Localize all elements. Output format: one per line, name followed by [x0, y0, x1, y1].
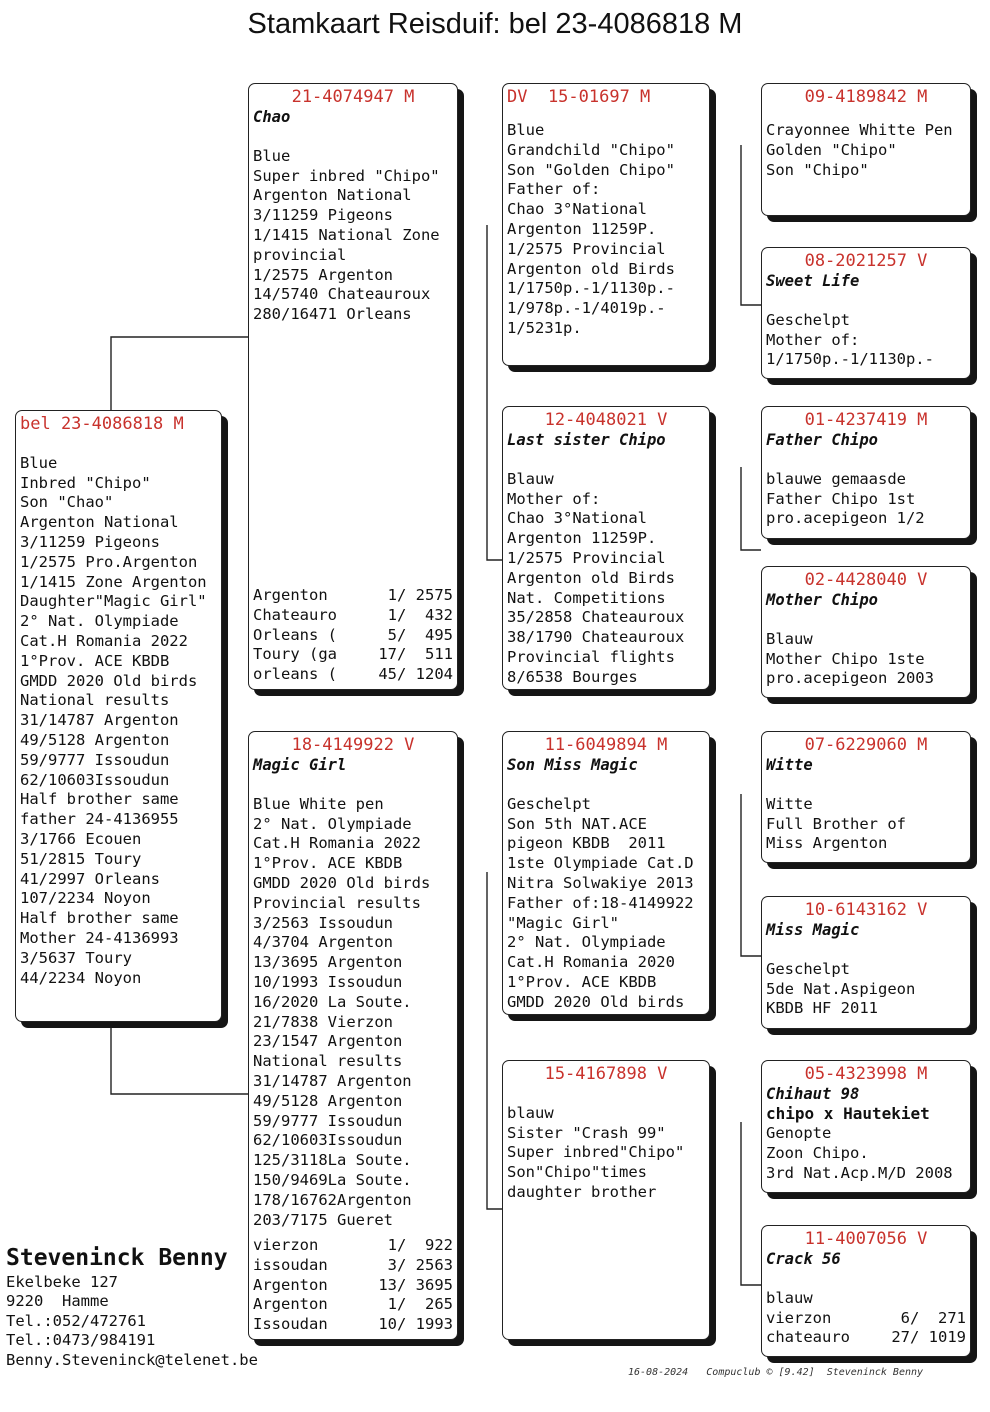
description-line: 1/2575 Argenton	[253, 265, 393, 284]
description-line: 1/5231p.	[507, 318, 582, 337]
race-result-row	[253, 645, 453, 665]
description-line: Father of:18-4149922	[507, 893, 694, 912]
ring-number: 11-4007056 V	[804, 1229, 928, 1249]
description-line: 280/16471 Orleans	[253, 305, 412, 324]
description-line: Son "Golden Chipo"	[507, 160, 675, 179]
description-line: 3/5637 Toury	[20, 948, 132, 967]
description-line: 8/6538 Bourges	[507, 667, 638, 686]
description-line: 1°Prov. ACE KBDB	[253, 854, 403, 873]
pigeon-description	[766, 470, 966, 529]
owner-address-line: Benny.Steveninck@telenet.be	[6, 1350, 258, 1369]
description-line: 49/5128 Argenton	[253, 1091, 403, 1110]
connector-mf-parents	[741, 794, 761, 956]
pigeon-name: Mother Chipo	[766, 591, 878, 609]
race-result-row	[253, 606, 453, 626]
description-line: 44/2234 Noyon	[20, 968, 142, 987]
description-line: 2° Nat. Olympiade	[20, 612, 179, 631]
description-line: Half brother same	[20, 790, 179, 809]
pedigree-card-father[interactable]	[248, 83, 458, 690]
race-name: vierzon	[766, 1308, 832, 1327]
race-placing: 3/ 2563	[387, 1255, 453, 1274]
description-line: National results	[20, 691, 170, 710]
description-line: GMDD 2020 Old birds	[253, 873, 431, 892]
description-line: Cat.H Romania 2022	[253, 834, 421, 853]
description-line: Son "Chipo"	[766, 160, 869, 179]
connector-mother-parents	[487, 872, 502, 1209]
description-line: Geschelpt	[766, 310, 850, 329]
race-placing: 10/ 1993	[378, 1315, 453, 1334]
race-name: Toury (ga	[253, 645, 337, 664]
description-line: Cat.H Romania 2020	[507, 953, 675, 972]
description-line: Chao 3°National	[507, 200, 647, 219]
print-date: 16-08-2024	[628, 1367, 689, 1378]
pedigree-card-ffm[interactable]	[761, 247, 971, 379]
ring-number: 09-4189842 M	[804, 87, 928, 107]
pigeon-name: Miss Magic	[766, 921, 860, 939]
race-result-row	[253, 1256, 453, 1276]
ring-number: 08-2021257 V	[804, 251, 928, 271]
pigeon-description	[766, 795, 966, 854]
ring-number: 15-4167898 V	[544, 1064, 668, 1084]
description-line: 1°Prov. ACE KBDB	[20, 651, 170, 670]
pedigree-card-ff[interactable]	[502, 83, 710, 366]
ring-number: 10-6143162 V	[804, 900, 928, 920]
description-line: 23/1547 Argenton	[253, 1032, 403, 1051]
race-result-row	[253, 1315, 453, 1335]
ring-number: 05-4323998 M	[804, 1064, 928, 1084]
race-results	[253, 1236, 453, 1335]
description-line: Blue	[507, 121, 545, 139]
ring-number: 12-4048021 V	[544, 410, 668, 430]
owner-info	[6, 1243, 258, 1370]
ring-number: DV 15-01697 M	[507, 87, 651, 107]
description-line: Daughter"Magic Girl"	[20, 592, 207, 611]
pigeon-description	[253, 795, 453, 1231]
owner-address-line: Ekelbeke 127	[6, 1273, 118, 1291]
connector-mm-parents	[741, 1122, 761, 1285]
description-line: Cat.H Romania 2022	[20, 631, 188, 650]
race-result-row	[253, 1295, 453, 1315]
description-line: blauw	[507, 1103, 554, 1122]
ring-number: 07-6229060 M	[804, 735, 928, 755]
owner-address-line: 9220 Hamme	[6, 1292, 109, 1311]
race-placing: 6/ 271	[900, 1308, 966, 1327]
pedigree-card-subject[interactable]	[15, 410, 222, 1022]
pedigree-card-mm[interactable]	[502, 1060, 710, 1340]
race-placing: 17/ 511	[378, 645, 453, 664]
race-results	[766, 1309, 966, 1349]
description-line: 5de Nat.Aspigeon	[766, 979, 916, 998]
pigeon-description	[20, 454, 217, 989]
pigeon-description	[507, 470, 705, 688]
race-placing: 1/ 2575	[387, 586, 453, 605]
pigeon-description	[507, 795, 705, 1013]
race-placing: 45/ 1204	[378, 665, 453, 684]
pigeon-description	[253, 147, 453, 325]
race-name: Chateauro	[253, 605, 337, 624]
description-line: Nitra Solwakiye 2013	[507, 873, 694, 892]
pedigree-card-fff[interactable]	[761, 83, 971, 216]
race-result-row	[253, 626, 453, 646]
pedigree-card-mmm[interactable]	[761, 1225, 971, 1357]
pedigree-card-mff[interactable]	[761, 731, 971, 863]
description-line: 16/2020 La Soute.	[253, 992, 412, 1011]
description-line: KBDB HF 2011	[766, 999, 878, 1018]
pigeon-name: Son Miss Magic	[507, 756, 638, 774]
description-line: Geschelpt	[766, 959, 850, 978]
description-line: Son 5th NAT.ACE	[507, 814, 647, 833]
race-placing: 1/ 922	[387, 1236, 453, 1255]
race-result-row	[253, 1236, 453, 1256]
description-line: father 24-4136955	[20, 810, 179, 829]
ring-number: 18-4149922 V	[291, 735, 415, 755]
connector-fm-parents	[741, 467, 761, 550]
description-line: Chao 3°National	[507, 509, 647, 528]
description-line: 1/2575 Provincial	[507, 548, 666, 567]
description-line: 31/14787 Argenton	[253, 1071, 412, 1090]
pedigree-card-mmf[interactable]	[761, 1060, 971, 1193]
owner-address-line: Tel.:0473/984191	[6, 1331, 156, 1350]
pigeon-description	[766, 630, 966, 689]
description-line: 107/2234 Noyon	[20, 889, 151, 908]
description-line: 1°Prov. ACE KBDB	[507, 972, 657, 991]
race-name: Argenton	[253, 1295, 328, 1314]
pedigree-card-fm[interactable]	[502, 406, 710, 690]
pigeon-description	[766, 311, 966, 370]
description-line: GMDD 2020 Old birds	[507, 992, 685, 1011]
description-line: Half brother same	[20, 909, 179, 928]
description-line: 3/1766 Ecouen	[20, 829, 142, 848]
pedigree-card-fmf[interactable]	[761, 406, 971, 539]
description-line: Blauw	[766, 629, 813, 648]
description-line: 178/16762Argenton	[253, 1190, 412, 1209]
race-name: chateauro	[766, 1328, 850, 1347]
description-line: 38/1790 Chateauroux	[507, 628, 685, 647]
description-line: 10/1993 Issoudun	[253, 972, 403, 991]
race-results	[253, 586, 453, 685]
description-line: Argenton 11259P.	[507, 219, 657, 238]
pigeon-name: Last sister Chipo	[507, 431, 666, 449]
description-line: 62/10603Issoudun	[253, 1131, 403, 1150]
description-line: 1/2575 Provincial	[507, 239, 666, 258]
footer-owner: Steveninck Benny	[826, 1367, 924, 1378]
description-line: 1/1750p.-1/1130p.-	[766, 350, 934, 369]
description-line: 49/5128 Argenton	[20, 730, 170, 749]
description-line: Miss Argenton	[766, 834, 888, 853]
description-line: pro.acepigeon 2003	[766, 669, 934, 688]
pigeon-cross: chipo x Hautekiet	[766, 1104, 930, 1123]
connector-subject-mother	[111, 1022, 248, 1094]
description-line: Zoon Chipo.	[766, 1143, 869, 1162]
description-line: 59/9777 Issoudun	[20, 750, 170, 769]
description-line: 203/7175 Gueret	[253, 1210, 393, 1229]
description-line: 150/9469La Soute.	[253, 1170, 412, 1189]
description-line: Mother of:	[507, 489, 601, 508]
pigeon-name: Crack 56	[766, 1250, 841, 1268]
race-name: Argenton	[253, 1275, 328, 1294]
pigeon-name: Chao	[253, 108, 291, 126]
owner-address-line: Tel.:052/472761	[6, 1311, 146, 1330]
description-line: Blue	[253, 146, 291, 165]
software-credit: Compuclub © [9.42]	[706, 1367, 815, 1378]
race-placing: 1/ 432	[387, 605, 453, 624]
race-placing: 5/ 495	[387, 625, 453, 644]
description-line: 3/11259 Pigeons	[253, 206, 393, 225]
owner-name: Steveninck Benny	[6, 1245, 228, 1271]
description-line: 1/2575 Pro.Argenton	[20, 552, 198, 571]
description-line: 1ste Olympiade Cat.D	[507, 854, 694, 873]
description-line: Son"Chipo"times	[507, 1163, 647, 1182]
footer	[628, 1367, 923, 1378]
race-result-row	[253, 1276, 453, 1296]
description-line: Mother of:	[766, 330, 860, 349]
description-line: 1/978p.-1/4019p.-	[507, 299, 666, 318]
pigeon-name: Sweet Life	[766, 272, 860, 290]
race-name: Orleans (	[253, 625, 337, 644]
description-line: 3rd Nat.Acp.M/D 2008	[766, 1163, 953, 1182]
race-name: vierzon	[253, 1236, 319, 1255]
pedigree-card-fmm[interactable]	[761, 566, 971, 698]
description-line: Sister "Crash 99"	[507, 1123, 666, 1142]
description-line: Witte	[766, 794, 813, 813]
page-title: Stamkaart Reisduif: bel 23-4086818 M	[247, 8, 743, 40]
description-line: Full Brother of	[766, 814, 906, 833]
description-line: pro.acepigeon 1/2	[766, 509, 925, 528]
description-line: Mother Chipo 1ste	[766, 649, 925, 668]
description-line: Crayonnee Whitte Pen	[766, 121, 953, 139]
description-line: 2° Nat. Olympiade	[253, 814, 412, 833]
pigeon-description	[766, 1124, 966, 1183]
description-line: blauwe gemaasde	[766, 469, 906, 488]
description-line: 31/14787 Argenton	[20, 711, 179, 730]
description-line: Father Chipo 1st	[766, 489, 916, 508]
pigeon-description	[766, 1289, 966, 1309]
description-line: Argenton old Birds	[507, 568, 675, 587]
description-line: 59/9777 Issoudun	[253, 1111, 403, 1130]
pedigree-card-mf[interactable]	[502, 731, 710, 1015]
description-line: 4/3704 Argenton	[253, 933, 393, 952]
connector-ff-parents	[741, 145, 761, 305]
pigeon-name: Father Chipo	[766, 431, 878, 449]
description-line: 2° Nat. Olympiade	[507, 933, 666, 952]
description-line: 41/2997 Orleans	[20, 869, 160, 888]
description-line: Father of:	[507, 180, 601, 199]
ring-number: 21-4074947 M	[291, 87, 415, 107]
ring-number: 02-4428040 V	[804, 570, 928, 590]
description-line: GMDD 2020 Old birds	[20, 671, 198, 690]
description-line: Super inbred "Chipo"	[253, 166, 440, 185]
description-line: Argenton 11259P.	[507, 529, 657, 548]
description-line: Blauw	[507, 469, 554, 488]
description-line: Golden "Chipo"	[766, 140, 897, 159]
pedigree-card-mother[interactable]	[248, 731, 458, 1340]
pigeon-name: Witte	[766, 756, 813, 774]
description-line: 14/5740 Chateauroux	[253, 285, 431, 304]
race-result-row	[766, 1309, 966, 1329]
pigeon-description	[507, 121, 705, 339]
description-line: Argenton National	[253, 186, 412, 205]
race-placing: 1/ 265	[387, 1295, 453, 1314]
race-result-row	[253, 586, 453, 606]
description-line: Blue White pen	[253, 794, 384, 813]
race-result-row	[766, 1328, 966, 1348]
race-placing: 27/ 1019	[891, 1328, 966, 1347]
description-line: 13/3695 Argenton	[253, 953, 403, 972]
owner-address	[6, 1273, 258, 1370]
race-name: issoudan	[253, 1255, 328, 1274]
connector-father-parents	[487, 225, 502, 560]
description-line: National results	[253, 1052, 403, 1071]
description-line: Argenton National	[20, 513, 179, 532]
description-line: Nat. Competitions	[507, 588, 666, 607]
description-line: Super inbred"Chipo"	[507, 1143, 685, 1162]
description-line: 3/2563 Issoudun	[253, 913, 393, 932]
ring-number: 01-4237419 M	[804, 410, 928, 430]
description-line: 1/1415 Zone Argenton	[20, 572, 207, 591]
description-line: Grandchild "Chipo"	[507, 140, 675, 159]
race-result-row	[253, 665, 453, 685]
race-name: Issoudan	[253, 1315, 328, 1334]
description-line: 3/11259 Pigeons	[20, 532, 160, 551]
description-line: 1/1750p.-1/1130p.-	[507, 279, 675, 298]
pigeon-description	[766, 960, 966, 1019]
description-line: daughter brother	[507, 1182, 657, 1201]
pedigree-card-mfm[interactable]	[761, 896, 971, 1029]
description-line: Argenton old Birds	[507, 259, 675, 278]
description-line: Geschelpt	[507, 794, 591, 813]
description-line: 62/10603Issoudun	[20, 770, 170, 789]
description-line: "Magic Girl"	[507, 913, 619, 932]
description-line: 1/1415 National Zone	[253, 225, 440, 244]
description-line: provincial	[253, 245, 347, 264]
description-line: Son "Chao"	[20, 493, 114, 512]
pigeon-name: Magic Girl	[253, 756, 347, 774]
description-line: 51/2815 Toury	[20, 849, 142, 868]
pigeon-description	[766, 121, 966, 180]
ring-number: bel 23-4086818 M	[20, 414, 184, 434]
description-line: Mother 24-4136993	[20, 928, 179, 947]
description-line: Provincial flights	[507, 647, 675, 666]
ring-number: 11-6049894 M	[544, 735, 668, 755]
description-line: 125/3118La Soute.	[253, 1151, 412, 1170]
description-line: Provincial results	[253, 893, 421, 912]
description-line: 35/2858 Chateauroux	[507, 608, 685, 627]
description-line: pigeon KBDB 2011	[507, 834, 666, 853]
connector-subject-father	[111, 337, 248, 410]
race-placing: 13/ 3695	[378, 1275, 453, 1294]
description-line: Genopte	[766, 1124, 832, 1142]
description-line: Inbred "Chipo"	[20, 473, 151, 492]
pigeon-description	[507, 1104, 705, 1203]
description-line: Blue	[20, 453, 58, 472]
race-name: Argenton	[253, 586, 328, 605]
description-line: blauw	[766, 1288, 813, 1307]
race-name: orleans (	[253, 665, 337, 684]
description-line: 21/7838 Vierzon	[253, 1012, 393, 1031]
pigeon-name: Chihaut 98	[766, 1085, 860, 1103]
